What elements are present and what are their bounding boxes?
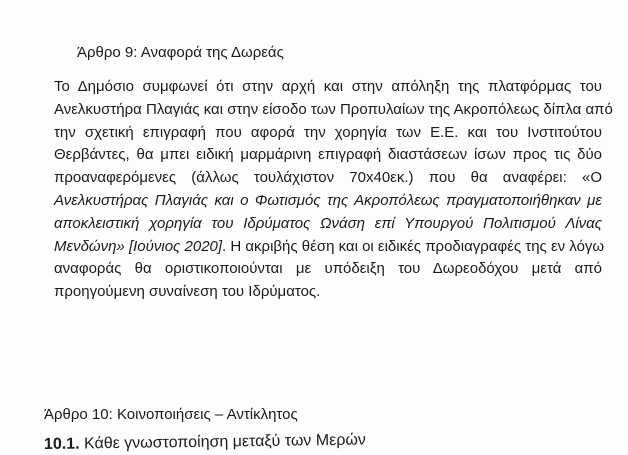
- paragraph-line: αναφοράς θα οριστικοποιούνται με υπόδειξη του Δωρεοδόχου μετά από: [54, 260, 602, 278]
- clause-number: 10.1.: [43, 435, 80, 453]
- clause-10-1: [44, 432, 366, 454]
- paragraph-line: την σχετική επιγραφή που αφορά την χορηγία των Ε.Ε. και του Ινστιτούτου: [54, 123, 602, 141]
- paragraph-line: προηγούμενη συναίνεση του Ιδρύματος.: [54, 283, 321, 301]
- quote-end: Μενδώνη» [Ιούνιος 2020]: [54, 237, 223, 255]
- article-10-heading: Άρθρο 10: Κοινοποιήσεις – Αντίκλητος: [44, 406, 298, 423]
- paragraph-line: προαναφερόμενες (άλλως τουλάχιστον 70x40εκ.) που θα αναφέρει: «Ο: [54, 169, 602, 187]
- clause-text: Κάθε γνωστοποίηση μεταξύ των Μερών: [83, 431, 366, 453]
- paragraph-line: Το Δημόσιο συμφωνεί ότι στην αρχή και στην απόληξη της πλατφόρμας του: [54, 78, 602, 95]
- article-9-heading: Άρθρο 9: Αναφορά της Δωρεάς: [77, 44, 284, 61]
- paragraph-line: Ανελκυστήρας Πλαγιάς και ο Φωτισμός της Ακροπόλεως πραγματοποιήθηκαν με: [54, 191, 602, 209]
- paragraph-line: Θερβάντες, θα μπει ειδική μαρμάρινη επιγραφή διαστάσεων ίσων προς τις δύο: [54, 146, 602, 164]
- article-9-paragraph: [54, 76, 613, 304]
- paragraph-line: Ανελκυστήρα Πλαγιάς και στην είσοδο των Προπυλαίων της Ακροπόλεως δίπλα από: [54, 100, 613, 118]
- paragraph-line: Μενδώνη» [Ιούνιος 2020]. Η ακριβής θέση και οι ειδικές προδιαγραφές της εν λόγω: [54, 237, 605, 255]
- paragraph-line: αποκλειστική χορηγία του Ιδρύματος Ωνάση επί Υπουργού Πολιτισμού Λίνας: [54, 214, 602, 232]
